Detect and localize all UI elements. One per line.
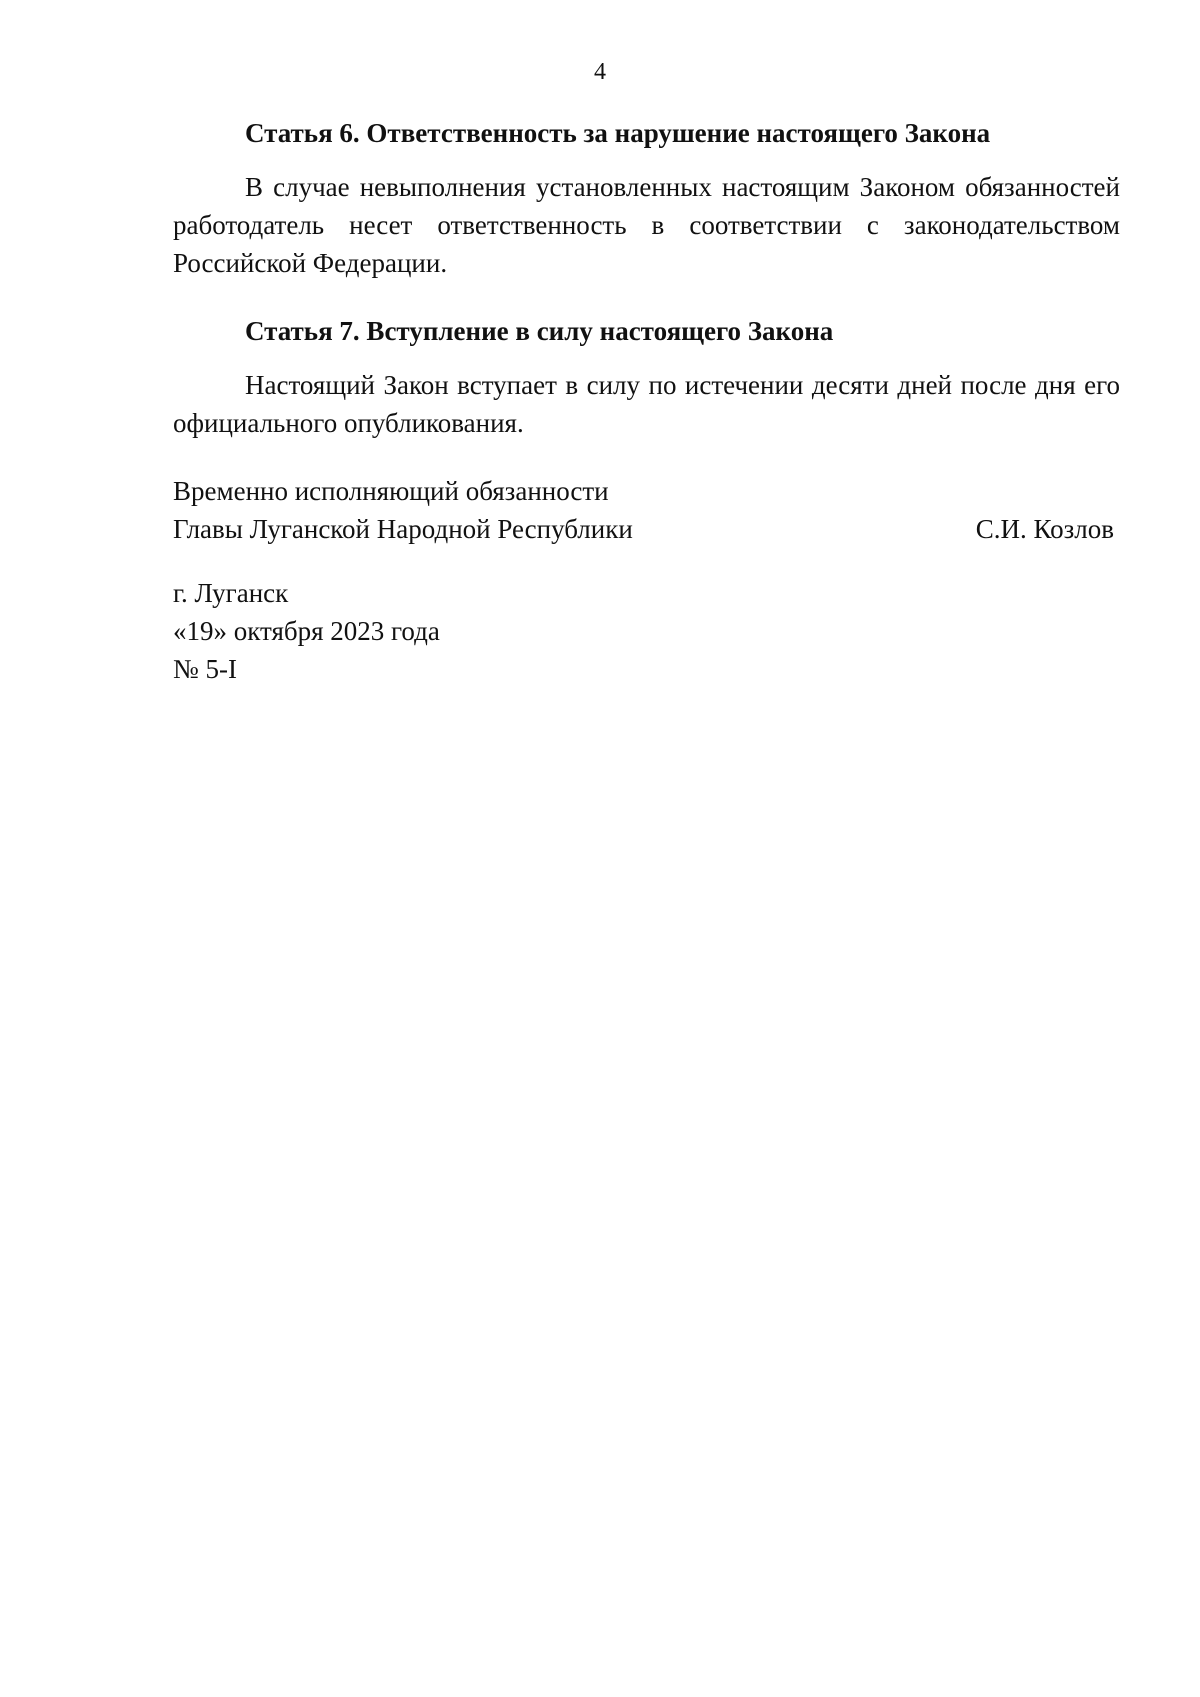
law-number: № 5-I — [173, 654, 237, 684]
signature-row — [173, 510, 1120, 548]
signatory-name: С.И. Козлов — [975, 514, 1114, 544]
article-6-heading: Статья 6. Ответственность за нарушение настоящего Закона — [245, 118, 991, 148]
signatory-position-line1: Временно исполняющий обязанности — [173, 476, 609, 506]
signatory-position-line2: Главы Луганской Народной Республики — [173, 514, 633, 544]
issuance-city: г. Луганск — [173, 578, 289, 608]
document-body — [173, 114, 1120, 688]
signature-block — [173, 472, 1120, 548]
issuance-date: «19» октября 2023 года — [173, 616, 440, 646]
page-number: 4 — [594, 59, 606, 85]
article-7-heading: Статья 7. Вступление в силу настоящего Закона — [245, 316, 834, 346]
issuance-block — [173, 574, 1120, 688]
article-6-text: В случае невыполнения установленных настоящим Законом обязанностей работодатель несет ответственность в соответствии с законодательством Российской Федерации. — [173, 172, 1120, 278]
article-7-text: Настоящий Закон вступает в силу по истечении десяти дней после дня его официального опубликования. — [173, 370, 1120, 438]
